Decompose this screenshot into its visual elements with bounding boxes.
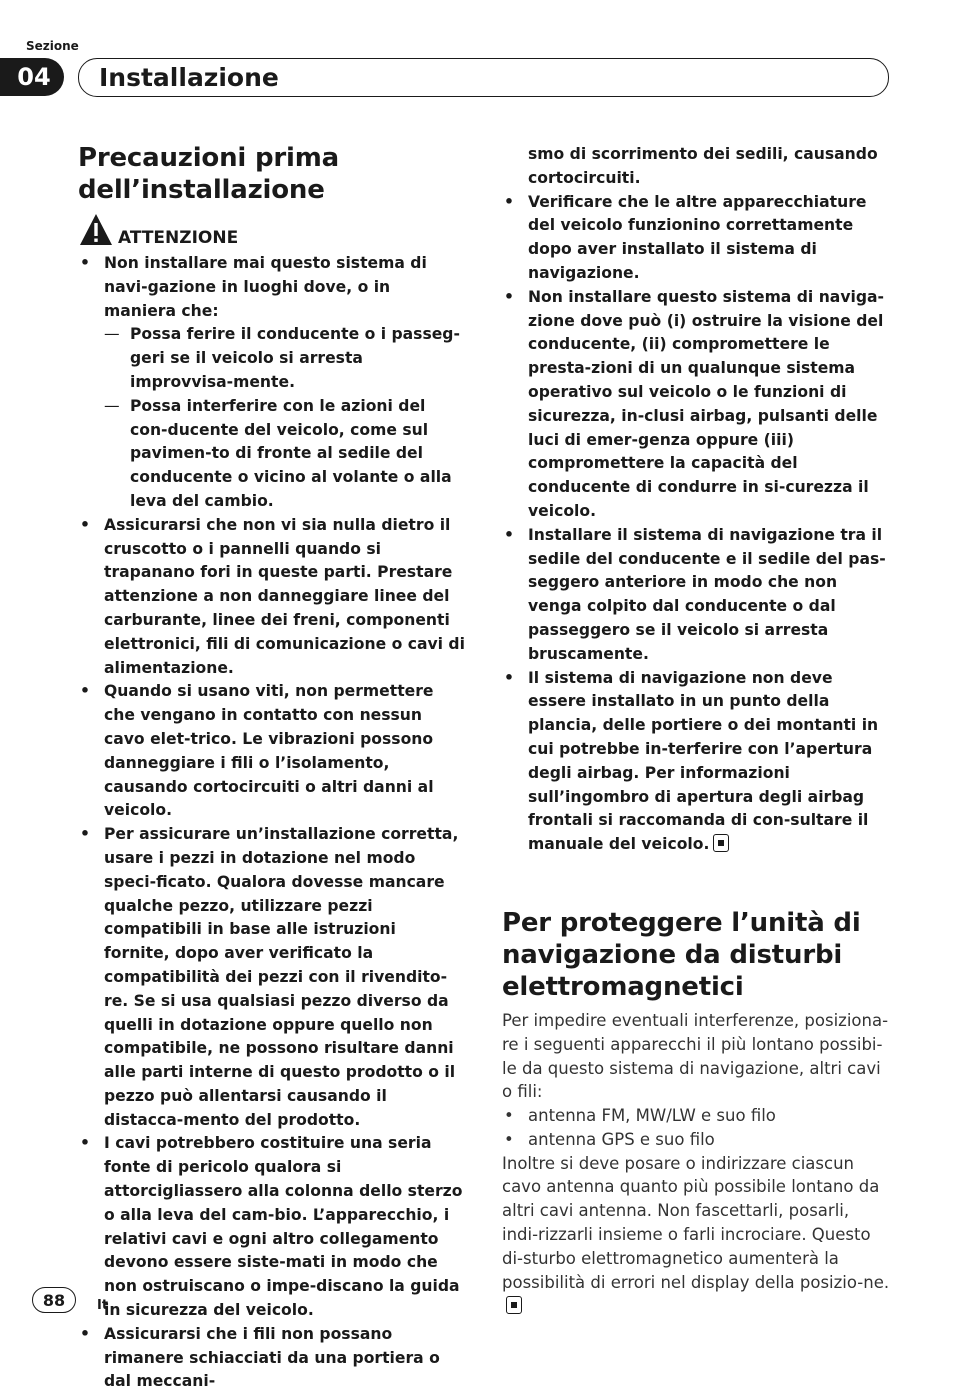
warning-label: ATTENZIONE (118, 228, 239, 248)
sub-list-item: — Possa interferire con le azioni del con-ducente del veicolo, come sul pavimen-to di fronte al sedile del conducente o vicino al volante o alla leva del cambio. (104, 395, 466, 514)
list-item (502, 667, 890, 857)
heading-disturbi: Per proteggere l’unità di navigazione da disturbi elettromagnetici (502, 907, 861, 1002)
list-item: • Per assicurare un’installazione corretta, usare i pezzi in dotazione nel modo speci-ficato. Qualora dovesse mancare qualche pezzo, utilizzare pezzi compatibili in base alle istruzioni fornite, dopo aver verificato la compatibilità dei pezzi con il rivendito-re. Se si usa qualsiasi pezzo diverso da quelli in dotazione oppure quello non compatibile, ne possono risultare danni alle parti interne di questo prodotto o il pezzo può allentarsi causando il distacca-mento del prodotto. (78, 823, 466, 1132)
section-label: Sezione (26, 39, 79, 53)
list-item-text: Non installare mai questo sistema di navi-gazione in luoghi dove, o in maniera che: (104, 254, 427, 320)
right-column (502, 143, 890, 1318)
outro-text: Inoltre si deve posare o indirizzare ciascun cavo antenna quanto più possibile lontano da altri cavi antenna. Non fascettarli, posarli, indi-rizzarli insieme o farli incrociare. Questo di-sturbo elettromagnetico aumenterà la possibilità di errori nel display della posizio-ne. (502, 1153, 890, 1292)
list-item: • antenna GPS e suo filo (502, 1128, 890, 1152)
antenna-list (502, 1104, 890, 1152)
section-number-tab: 04 (0, 58, 64, 96)
list-item-text: Il sistema di navigazione non deve essere installato in un punto della plancia, delle portiere o dei montanti in cui potrebbe in-terferire con l’apertura degli airbag. Per informazioni sull’ingombro di apertura degli airbag frontali si raccomanda di con-sultare il manuale del veicolo. (528, 668, 879, 854)
list-item: • Non installare questo sistema di naviga-zione dove può (i) ostruire la visione del conducente, (ii) compromettere le presta-zioni di un qualunque sistema operativo sul veicolo o le funzioni di sicurezza, in-clusi airbag, pulsanti delle luci di emer-genza oppure (iii) compromettere la capacità del conducente di condurre in si-curezza il veicolo. (502, 286, 890, 524)
section-title-text: Installazione (99, 63, 279, 92)
precautions-list-continued (502, 143, 890, 857)
language-code: It (97, 1298, 109, 1313)
left-column (78, 142, 466, 1394)
list-item: • Installare il sistema di navigazione tra il sedile del conducente e il sedile del pas-seggero anteriore in modo che non venga colpito dal conducente o dal passeggero se il veicolo si arresta bruscamente. (502, 524, 890, 667)
warning-triangle-icon (78, 212, 114, 248)
outro-paragraph (502, 1152, 890, 1319)
sub-list-item: — Possa ferire il conducente o i passeg-geri se il veicolo si arresta improvvisa-mente. (104, 323, 466, 394)
list-item: • Assicurarsi che non vi sia nulla dietro il cruscotto o i pannelli quando si trapanano fori in queste parti. Prestare attenzione a non danneggiare linee del carburante, linee dei freni, componenti elettronici, fili di comunicazione o cavi di alimentazione. (78, 514, 466, 681)
page-number: 88 (32, 1287, 76, 1313)
list-item: • Quando si usano viti, non permettere che vengano in contatto con nessun cavo elet-trico. Le vibrazioni possono danneggiare i fili o l’isolamento, causando cortocircuiti o altri danni al veicolo. (78, 680, 466, 823)
list-item: • antenna FM, MW/LW e suo filo (502, 1104, 890, 1128)
precautions-list (78, 252, 466, 1394)
end-of-section-icon (506, 1296, 522, 1314)
heading-precauzioni: Precauzioni prima dell’installazione (78, 143, 339, 205)
end-of-section-icon (713, 834, 729, 852)
list-item-continuation: smo di scorrimento dei sedili, causando cortocircuiti. (528, 145, 878, 187)
intro-paragraph: Per impedire eventuali interferenze, posiziona-re i seguenti apparecchi il più lontano possibi-le da questo sistema di navigazione, altri cavi o fili: (502, 1010, 889, 1102)
sub-list (104, 323, 466, 513)
warning-header (78, 212, 466, 248)
section-title (78, 58, 889, 97)
list-item: • Verificare che le altre apparecchiature del veicolo funzionino correttamente dopo aver installato il sistema di navigazione. (502, 191, 890, 286)
list-item (78, 252, 466, 514)
list-item: • Assicurarsi che i fili non possano rimanere schiacciati da una portiera o dal meccani- (78, 1323, 466, 1394)
list-item: • I cavi potrebbero costituire una seria fonte di pericolo qualora si attorcigliassero alla colonna dello sterzo o alla leva del cam-bio. L’apparecchio, i relativi cavi e ogni altro collegamento devono essere siste-mati in modo che non ostruiscano o impe-discano la guida in sicurezza del veicolo. (78, 1132, 466, 1322)
